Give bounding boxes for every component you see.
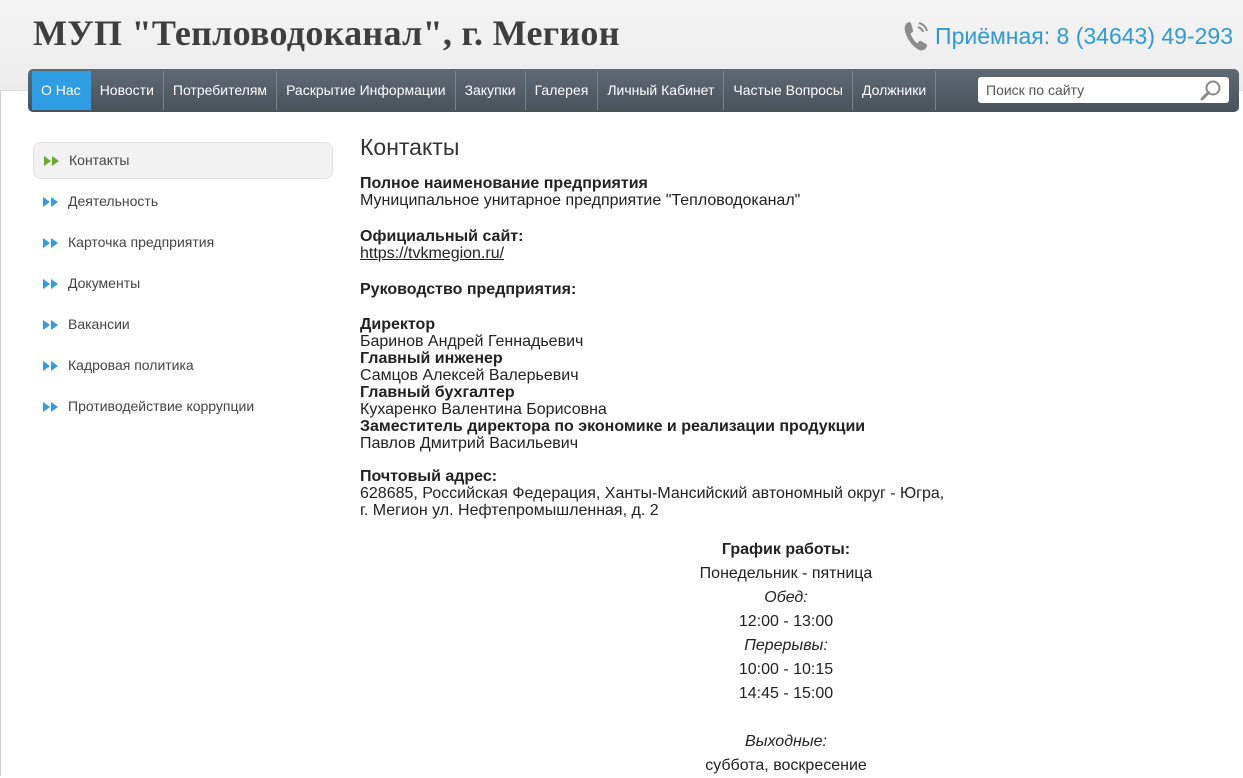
sidebar-item-label: Контакты — [69, 152, 130, 168]
org-name-label: Полное наименование предприятия — [360, 175, 648, 192]
sidebar-item-documents[interactable] — [33, 265, 333, 302]
work-schedule — [360, 538, 1212, 778]
website-label: Официальный сайт: — [360, 228, 524, 245]
sidebar-item-label: Документы — [68, 275, 141, 291]
person-name: Павлов Дмитрий Васильевич — [360, 435, 579, 452]
weekend-days: суббота, воскресение — [705, 757, 867, 774]
breaks-label: Перерывы: — [744, 637, 828, 654]
page-title: Контакты — [360, 134, 460, 160]
main-content — [360, 131, 1220, 519]
break-time-2: 14:45 - 15:00 — [738, 685, 834, 702]
double-arrow-icon — [43, 197, 59, 207]
double-arrow-icon — [43, 402, 59, 412]
double-arrow-icon — [43, 320, 59, 330]
nav-item-disclosure[interactable]: Раскрытие Информации — [277, 71, 456, 110]
person-name: Самцов Алексей Валерьевич — [360, 367, 579, 384]
page-edge — [0, 0, 1, 776]
sidebar-item-anticorruption[interactable] — [33, 388, 333, 425]
sidebar-item-label: Деятельность — [68, 193, 159, 209]
address-label: Почтовый адрес: — [360, 468, 498, 485]
double-arrow-icon — [43, 238, 59, 248]
nav-item-news[interactable]: Новости — [91, 71, 164, 110]
phone-text[interactable]: Приёмная: 8 (34643) 49-293 — [935, 22, 1233, 49]
nav-item-consumers[interactable]: Потребителям — [164, 71, 277, 110]
phone-icon — [903, 20, 929, 52]
double-arrow-icon — [43, 279, 59, 289]
org-name-value: Муниципальное унитарное предприятие "Тепловодоканал" — [360, 192, 801, 209]
management-list — [360, 316, 1220, 452]
lunch-label: Обед: — [764, 589, 808, 606]
management-heading-block — [360, 281, 1220, 298]
person-name: Баринов Андрей Геннадьевич — [360, 333, 584, 350]
sidebar-item-hr-policy[interactable] — [33, 347, 333, 384]
address-block — [360, 468, 1220, 519]
lunch-time: 12:00 - 13:00 — [738, 613, 834, 630]
sidebar — [33, 142, 333, 429]
schedule-title: График работы: — [721, 541, 851, 558]
nav-item-debtors[interactable]: Должники — [853, 71, 936, 110]
nav-item-about[interactable]: О Нас — [32, 71, 91, 110]
schedule-days: Понедельник - пятница — [699, 565, 873, 582]
sidebar-item-contacts[interactable] — [33, 142, 333, 179]
sidebar-item-label: Противодействие коррупции — [68, 398, 255, 414]
main-nav — [28, 69, 1239, 112]
person-name: Кухаренко Валентина Борисовна — [360, 401, 607, 418]
sidebar-item-label: Вакансии — [68, 316, 130, 332]
nav-item-account[interactable]: Личный Кабинет — [598, 71, 724, 110]
nav-item-gallery[interactable]: Галерея — [526, 71, 599, 110]
management-label: Руководство предприятия: — [360, 281, 577, 298]
sidebar-item-vacancies[interactable] — [33, 306, 333, 343]
role-label: Главный бухгалтер — [360, 384, 515, 401]
nav-item-faq[interactable]: Частые Вопросы — [724, 71, 853, 110]
search-icon[interactable] — [1199, 79, 1223, 101]
double-arrow-icon — [43, 361, 59, 371]
role-label: Заместитель директора по экономике и реализации продукции — [360, 418, 866, 435]
address-line-2: г. Мегион ул. Нефтепромышленная, д. 2 — [360, 502, 659, 519]
weekend-label: Выходные: — [745, 733, 827, 750]
website-link[interactable]: https://tvkmegion.ru/ — [360, 245, 505, 262]
search-box — [978, 77, 1229, 103]
address-line-1: 628685, Российская Федерация, Ханты-Мансийский автономный округ - Югра, — [360, 485, 945, 502]
double-arrow-icon — [44, 156, 60, 166]
nav-list — [32, 71, 936, 110]
role-label: Директор — [360, 316, 436, 333]
reception-phone — [903, 20, 1233, 52]
website-block — [360, 228, 1220, 262]
sidebar-item-label: Кадровая политика — [68, 357, 194, 373]
sidebar-item-activity[interactable] — [33, 183, 333, 220]
sidebar-item-label: Карточка предприятия — [68, 234, 215, 250]
site-title: МУП "Тепловодоканал", г. Мегион — [33, 13, 620, 53]
sidebar-item-company-card[interactable] — [33, 224, 333, 261]
break-time-1: 10:00 - 10:15 — [738, 661, 834, 678]
schedule-spacer — [360, 706, 1212, 730]
search-input[interactable] — [978, 78, 1196, 102]
nav-item-purchases[interactable]: Закупки — [456, 71, 526, 110]
role-label: Главный инженер — [360, 350, 503, 367]
org-name-block — [360, 175, 1220, 209]
